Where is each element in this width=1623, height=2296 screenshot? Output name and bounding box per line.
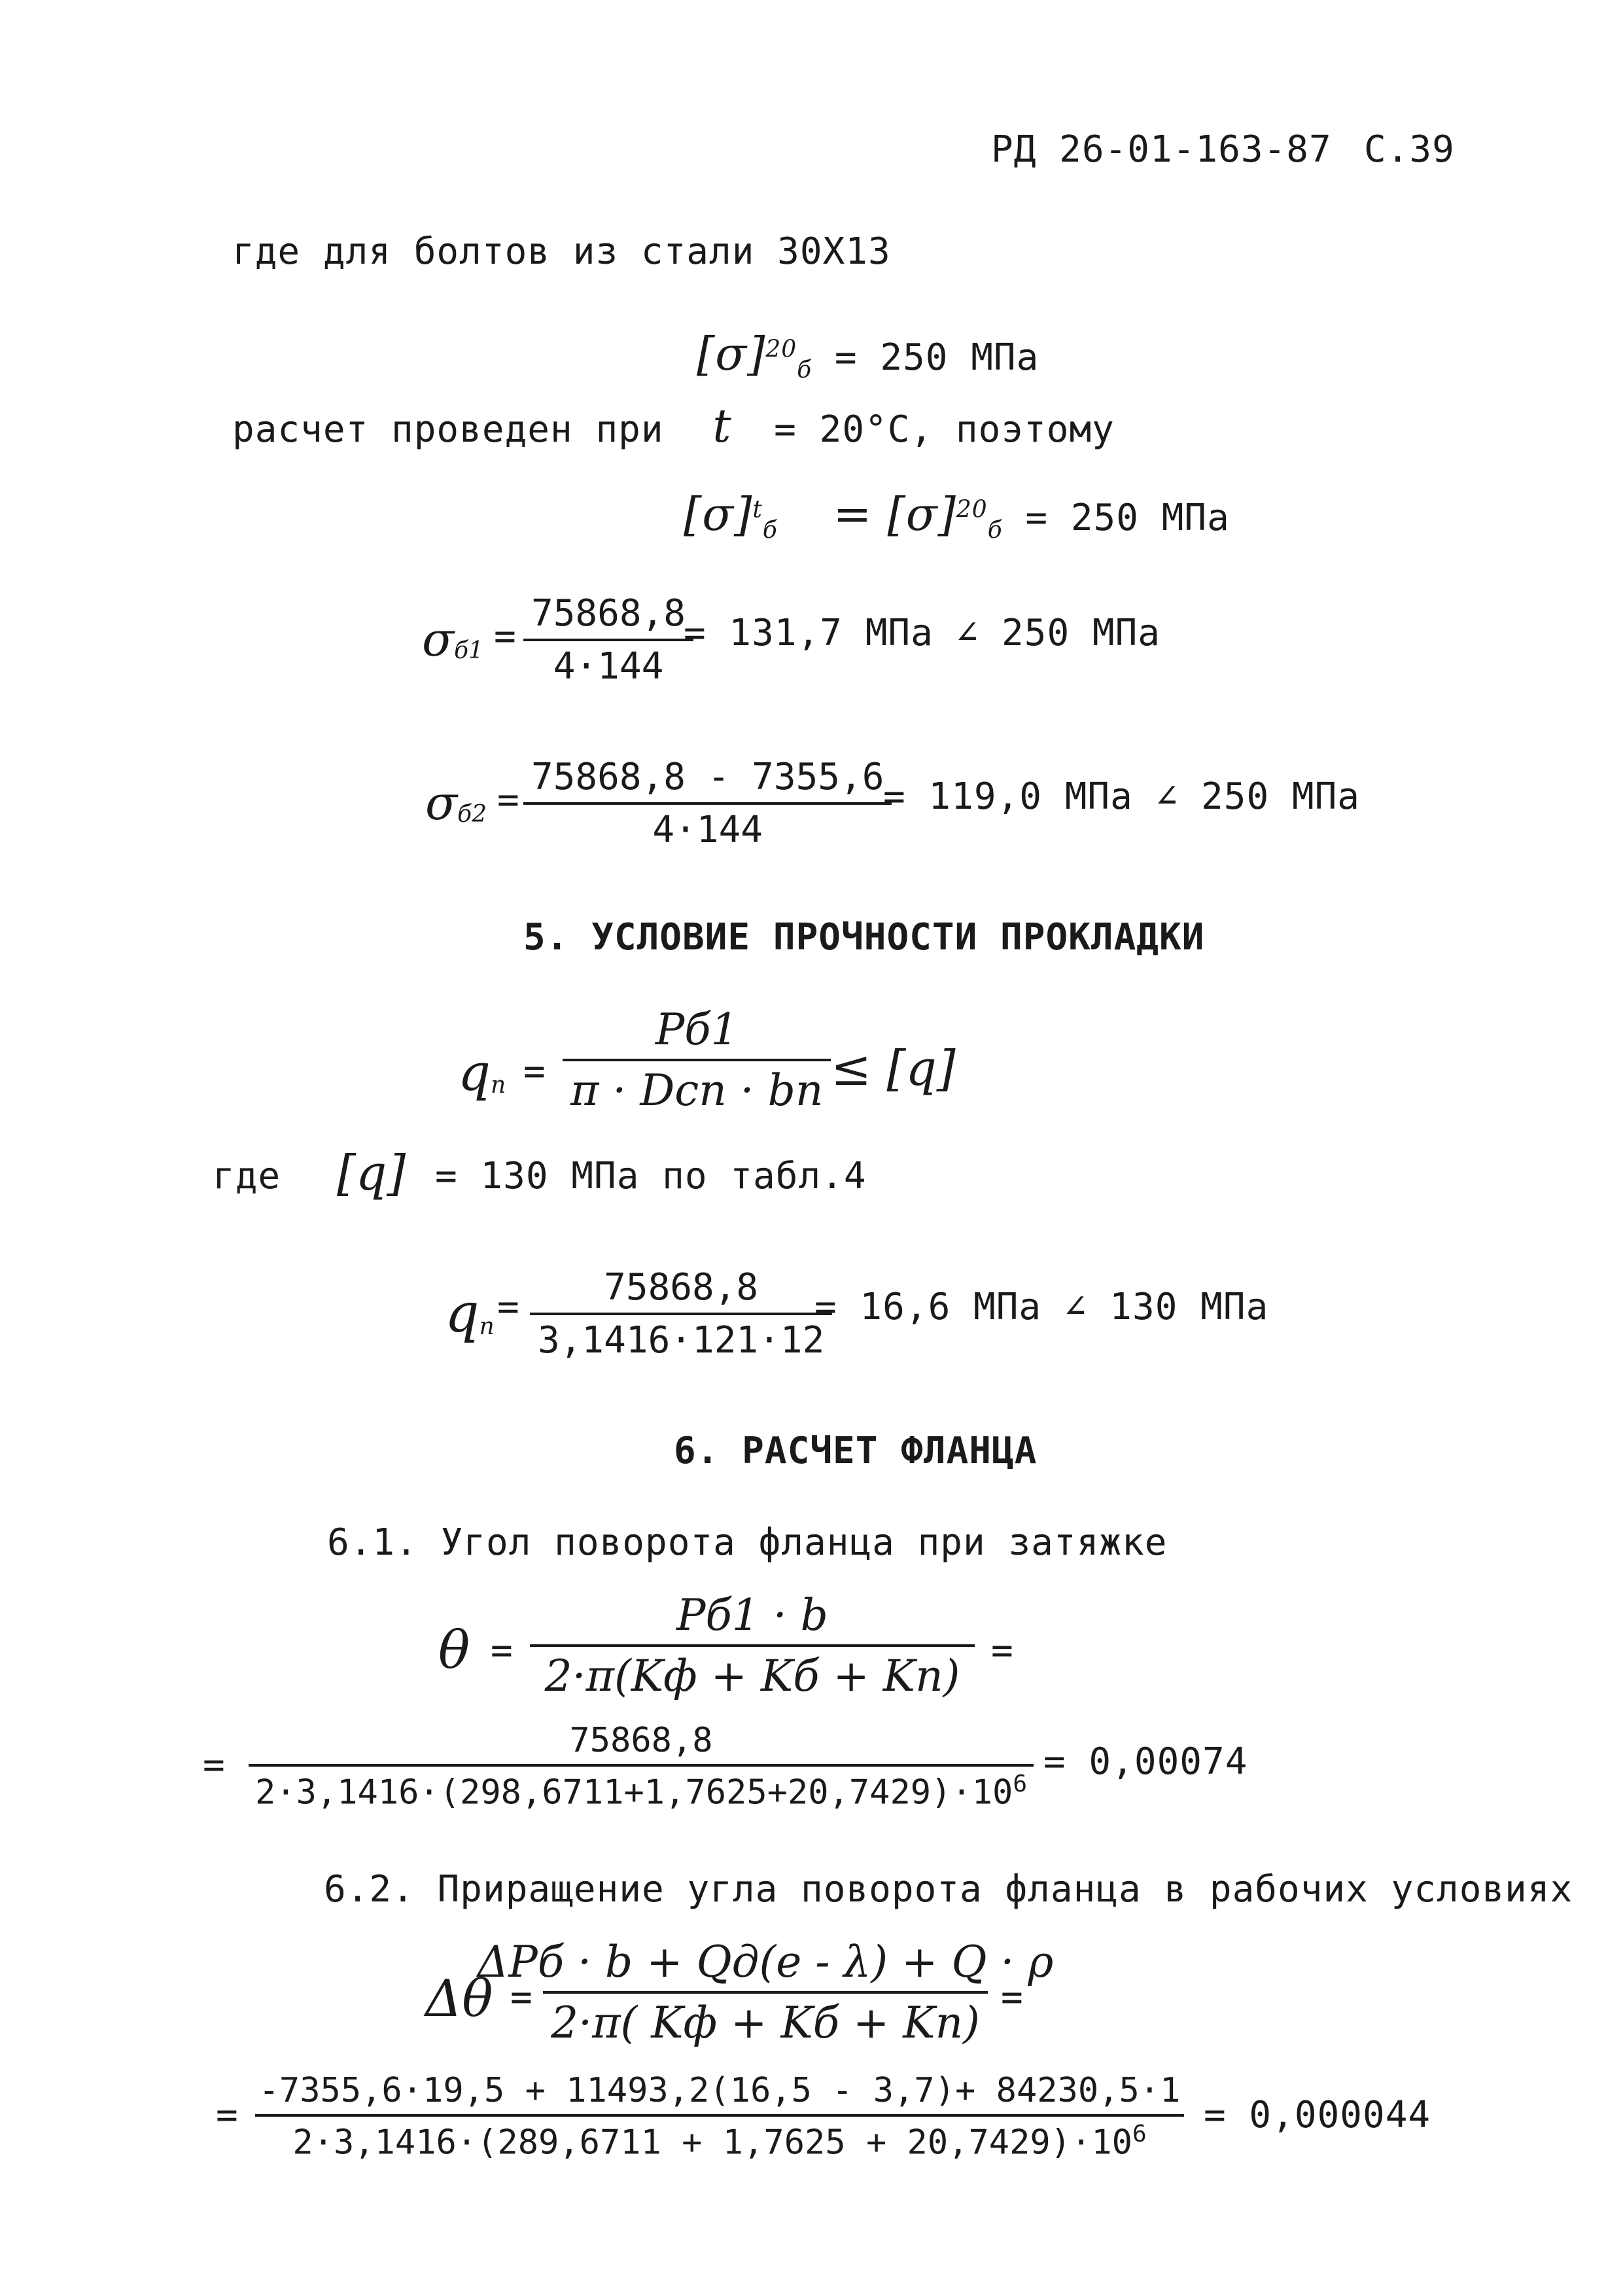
theta-formula-eq: =: [491, 1629, 514, 1672]
fraction-numerator: Pб1 · b: [676, 1590, 828, 1640]
q-allowable-symbol: [q]: [337, 1145, 406, 1201]
sigma-b1-label: $\sigma_{б1}$: [422, 612, 484, 667]
fraction-bar: [255, 2114, 1184, 2117]
eq1-sub: б: [797, 357, 812, 384]
document-code: РД 26-01-163-87: [991, 128, 1332, 171]
calc-note-eq: = 20°С, поэтому: [774, 408, 1115, 451]
fraction-bar: [523, 802, 892, 805]
q-formula-condition: ≤ [q]: [831, 1040, 956, 1097]
eq2-rhs: = 250 МПа: [1025, 497, 1230, 539]
q-calc-eq: =: [497, 1286, 520, 1328]
delta-theta-formula-eq: =: [510, 1976, 533, 2019]
fraction-numerator: 75868,8: [604, 1266, 759, 1309]
q-formula-fraction: [563, 1004, 831, 1116]
fraction-denominator: 2·π(Kф + Kб + Kп): [544, 1651, 960, 1701]
section-6-heading: 6. РАСЧЕТ ФЛАНЦА: [674, 1430, 1038, 1472]
section-5-heading: 5. УСЛОВИЕ ПРОЧНОСТИ ПРОКЛАДКИ: [523, 916, 1205, 959]
calc-note: [232, 399, 1115, 453]
page-number: С.39: [1364, 128, 1455, 171]
theta-calc-eq: =: [203, 1744, 226, 1786]
subsection-6-2-title: 6.2. Приращение угла поворота фланца в рабочих условиях: [324, 1868, 1573, 1911]
delta-theta-calc-eq: =: [216, 2094, 239, 2136]
sigma-b1-eq: =: [494, 615, 517, 658]
q-calc-label: $q_п$: [445, 1282, 495, 1345]
sigma-20: = [σ]: [833, 487, 956, 541]
sigma-b2-fraction: [523, 756, 892, 851]
eq1-rhs: = 250 МПа: [834, 336, 1039, 379]
delta-theta-calc-fraction: [255, 2071, 1184, 2162]
delta-theta-symbol: Δθ: [425, 1969, 493, 2028]
working-stress-equation: [684, 487, 1230, 544]
sigma-t: [σ]: [684, 487, 753, 541]
delta-theta-calc-result: = 0,000044: [1204, 2094, 1431, 2136]
fraction-numerator: 75868,8: [531, 592, 686, 635]
fraction-bar: [523, 639, 693, 641]
theta-calc-result: = 0,00074: [1043, 1740, 1248, 1783]
fraction-denominator: 4·144: [553, 645, 664, 688]
delta-theta-formula-fraction: [477, 1937, 1054, 2048]
fraction-bar: [563, 1059, 831, 1061]
intro-text: где для болтов из стали 30Х13: [232, 230, 891, 273]
fraction-numerator: 75868,8 - 7355,6: [531, 756, 884, 798]
eq2-sup2: 20: [956, 496, 988, 523]
subsection-6-1-title: 6.1. Угол поворота фланца при затяжке: [327, 1521, 1168, 1564]
fraction-numerator: 75868,8: [569, 1721, 713, 1760]
fraction-denominator: 4·144: [652, 809, 763, 851]
sigma-b2-result: = 119,0 МПа ∠ 250 МПа: [883, 775, 1361, 818]
q-formula-eq: =: [523, 1050, 546, 1093]
fraction-numerator: -7355,6·19,5 + 11493,2(16,5 - 3,7)+ 84230,5·1: [258, 2071, 1181, 2110]
fraction-bar: [530, 1644, 975, 1647]
where-label: где: [213, 1155, 281, 1197]
sigma-b2-label: $\sigma_{б2}$: [425, 775, 487, 830]
fraction-denominator: $2\cdot 3,1416\cdot(298,6711+1,7625+20,7429)\cdot 10^6$: [254, 1771, 1028, 1812]
fraction-bar: [249, 1764, 1034, 1767]
sigma-b1-result: = 131,7 МПа ∠ 250 МПа: [684, 612, 1161, 654]
fraction-denominator: $2\cdot 3,1416\cdot(289,6711 + 1,7625 + 20,7429)\cdot 10^6$: [292, 2121, 1147, 2163]
delta-theta-formula-trailing-eq: =: [1001, 1976, 1024, 2019]
eq2-sup1: t: [752, 496, 763, 523]
theta-calc-fraction: [249, 1721, 1034, 1812]
sigma-bracket: [σ]: [697, 327, 766, 381]
eq1-sup: 20: [765, 336, 797, 363]
q-formula-label: $q_п$: [458, 1044, 506, 1103]
t-symbol: t: [712, 399, 732, 453]
eq2-sub2: б: [987, 517, 1003, 544]
theta-formula-fraction: [530, 1590, 975, 1701]
theta-formula-trailing-eq: =: [991, 1629, 1014, 1672]
q-allowable-text: = 130 МПа по табл.4: [435, 1155, 867, 1197]
fraction-numerator: Pб1: [655, 1004, 739, 1055]
fraction-denominator: π · Dсп · bп: [570, 1065, 824, 1116]
allowable-stress-equation: [697, 327, 1039, 383]
sigma-b1-fraction: [523, 592, 693, 688]
fraction-bar: [530, 1313, 832, 1315]
fraction-bar: [543, 1991, 988, 1994]
q-calc-result: = 16,6 МПа ∠ 130 МПа: [814, 1286, 1269, 1328]
calc-note-prefix: расчет проведен при: [232, 408, 664, 451]
sigma-b2-eq: =: [497, 779, 520, 821]
eq2-sub1: б: [762, 517, 778, 544]
fraction-numerator: ΔPб · b + Qд(e - λ) + Q · ρ: [477, 1937, 1054, 1987]
fraction-denominator: 3,1416·121·12: [538, 1319, 825, 1362]
q-calc-fraction: [530, 1266, 832, 1362]
theta-symbol: θ: [438, 1619, 470, 1680]
fraction-denominator: 2·π( Kф + Kб + Kп): [551, 1998, 980, 2048]
